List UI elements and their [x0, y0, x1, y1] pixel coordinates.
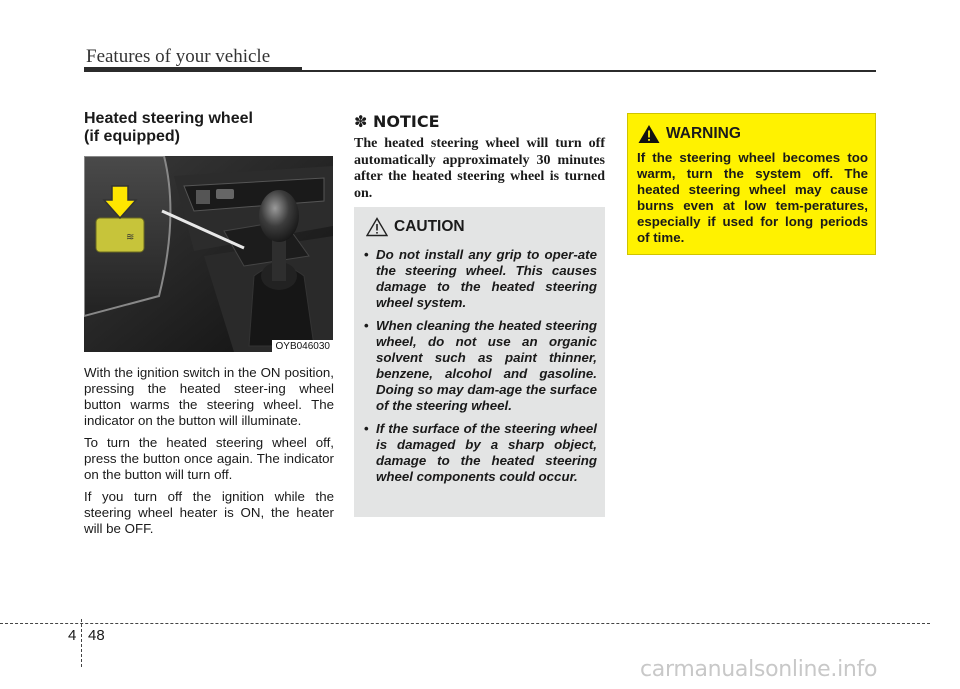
- caution-box: [354, 207, 605, 517]
- console-illustration: [84, 156, 333, 352]
- heading-line-1: Heated steering wheel: [84, 110, 253, 127]
- caution-item-text: Do not install any grip to oper-ate the steering wheel. This causes damage to the heated steering wheel system.: [376, 247, 597, 310]
- header-rule-thin: [302, 70, 876, 72]
- footer-divider: [0, 623, 930, 624]
- page-number: 48: [88, 627, 105, 644]
- caution-item-text: When cleaning the heated steering wheel, do not use an organic solvent such as paint thinner, benzene, alcohol and gasoline. Doing so may dam-age the surface of the steering wheel.: [376, 318, 597, 413]
- caution-item: • When cleaning the heated steering wheel, do not use an organic solvent such as paint thinner, benzene, alcohol and gasoline. Doing so may dam-age the surface of the steering wheel.: [364, 318, 597, 413]
- heading-line-2: (if equipped): [84, 128, 180, 145]
- heated-steering-body: [84, 365, 334, 543]
- console-photo: [84, 156, 333, 352]
- notice-title: ✽ NOTICE: [354, 112, 440, 131]
- caution-title: CAUTION: [394, 218, 465, 235]
- warning-box: [627, 113, 876, 255]
- caution-item: • Do not install any grip to oper-ate the steering wheel. This causes damage to the heated steering wheel system.: [364, 247, 597, 310]
- notice-body: The heated steering wheel will turn off automatically approximately 30 minutes after the heated steering wheel is turned on.: [354, 136, 605, 201]
- caution-triangle-icon: [366, 217, 388, 237]
- svg-text:≋: ≋: [126, 232, 135, 243]
- heated-steering-heading: [84, 110, 334, 146]
- warning-body: If the steering wheel becomes too warm, turn the system off. The heated steering wheel may cause burns even at low tem-peratures, especially if used for long periods of time.: [637, 150, 868, 245]
- body-paragraph: With the ignition switch in the ON position, pressing the heated steer-ing wheel button warms the steering wheel. The indicator on the button will illuminate.: [84, 365, 334, 428]
- caution-item-text: If the surface of the steering wheel is damaged by a sharp object, damage to the heated steering wheel components could occur.: [376, 421, 597, 484]
- caution-item: • If the surface of the steering wheel is damaged by a sharp object, damage to the heated steering wheel components could occur.: [364, 421, 597, 484]
- warning-header: [638, 124, 741, 144]
- warning-title: WARNING: [666, 125, 741, 142]
- caution-list: [364, 247, 597, 492]
- figure-code: OYB046030: [272, 340, 334, 352]
- chapter-number: 4: [68, 627, 77, 644]
- watermark: carmanualsonline.info: [640, 657, 878, 682]
- section-title: Features of your vehicle: [86, 46, 271, 67]
- caution-header: [366, 217, 465, 237]
- header-rule-thick: [84, 67, 302, 72]
- body-paragraph: If you turn off the ignition while the steering wheel heater is ON, the heater will be OFF.: [84, 489, 334, 536]
- body-paragraph: To turn the heated steering wheel off, press the button once again. The indicator on the button will turn off.: [84, 435, 334, 482]
- footer-page-separator: [81, 619, 82, 667]
- warning-triangle-icon: [638, 124, 660, 144]
